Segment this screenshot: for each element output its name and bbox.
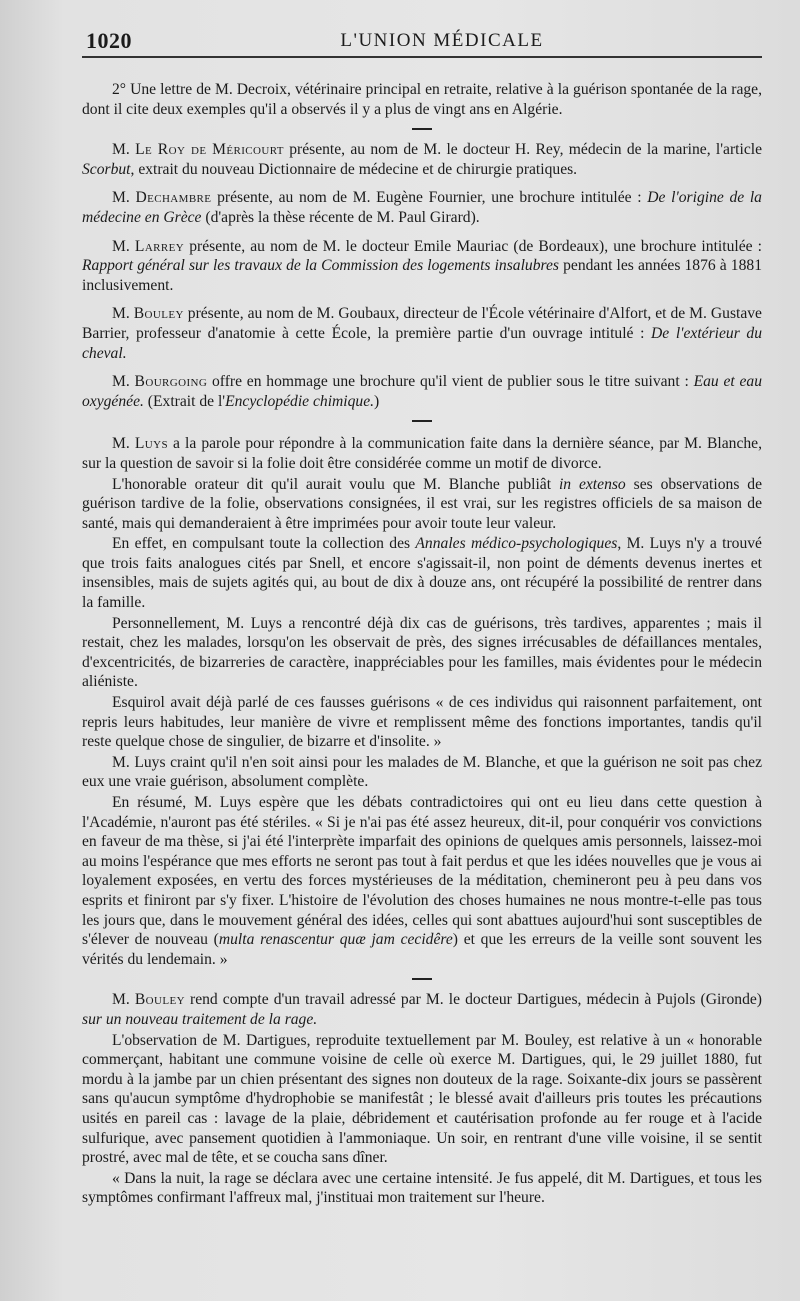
speaker-name: Bouley	[134, 991, 185, 1009]
text-run: rend compte d'un travail adressé par M. le docteur Dartigues, médecin à Pujols (Gironde)	[184, 991, 762, 1009]
text-run: L'honorable orateur dit qu'il aurait voulu que M. Blanche publiât	[112, 475, 559, 493]
paragraph	[82, 372, 762, 411]
text-run: pendant les années 1876 à 1881 inclusivement.	[82, 257, 762, 294]
paragraph	[82, 434, 762, 473]
paragraph	[82, 990, 762, 1029]
text-run: M.	[112, 141, 136, 159]
italic-title: Encyclopédie chimique.	[225, 392, 375, 410]
italic-title: Annales médico-psychologiques	[415, 535, 618, 553]
italic-title: multa renascentur quæ jam cecidêre	[218, 931, 453, 949]
paragraph	[82, 237, 762, 296]
italic-title: Rapport général sur les travaux de la Commission des logements insalubres	[82, 257, 559, 275]
text-run: ses observations de guérison tardive de la folie, observations consignées, il est vrai, sur les registres officiels de sa maison de santé, mais qui demanderaient à être imprimées pour avoir toute leur valeur.	[82, 475, 762, 532]
speaker-name: Luys	[134, 435, 168, 453]
italic-title: sur un nouveau traitement de la rage.	[82, 1010, 318, 1028]
paragraph	[82, 753, 762, 792]
section-separator	[412, 420, 432, 422]
text-run: présente, au nom de M. le docteur Emile Mauriac (de Bordeaux), une brochure intitulée :	[184, 237, 762, 255]
italic-title: Eau et eau oxygénée.	[82, 373, 762, 410]
paragraph	[82, 80, 762, 119]
italic-title: in extenso	[558, 475, 626, 493]
text-run: En résumé, M. Luys espère que les débats contradictoires qui ont eu lieu dans cette question à l'Académie, n'auront pas été stériles. « Si je n'ai pas été assez heureux, dit-il, pour conquérir vos convictions en faveur de ma thèse, si j'ai été l'interprète imparfait des opinions de quelques amis personnels, laissez-moi au moins l'espérance que mes efforts ne seront pas tout à fait perdus et que les idées nouvelles que je vous ai loyalement exposées, en vertu des forces mystérieuses de la méditation, chemineront peu à peu dans vos esprits et finiront par s'y fixer. L'histoire de l'évolution des choses humaines ne nous montre-t-elle pas tous les jours que, dans le mouvement général des idées, celles qui sont abattues aujourd'hui sont susceptibles de s'élever de nouveau (	[82, 794, 762, 949]
text-run: M.	[112, 305, 134, 323]
speaker-name: Le Roy de Méricourt	[135, 141, 284, 159]
paragraph	[82, 1169, 762, 1208]
text-run: , extrait du nouveau Dictionnaire de médecine et de chirurgie pratiques.	[130, 160, 578, 178]
section-separator	[412, 128, 432, 130]
text-run: )	[374, 392, 380, 410]
paragraph	[82, 793, 762, 969]
text-run: M. Luys craint qu'il n'en soit ainsi pour les malades de M. Blanche, et que la guérison ne soit pas chez eux une vraie guérison, absolument complète.	[82, 753, 762, 791]
text-run: « Dans la nuit, la rage se déclara avec une certaine intensité. Je fus appelé, dit M. Dartigues, et tous les symptômes confirmant l'affreux mal, j'instituai mon traitement sur l'heure.	[82, 1169, 762, 1207]
text-run: a la parole pour répondre à la communication faite dans la dernière séance, par M. Blanche, sur la question de savoir si la folie doit être considérée comme un motif de divorce.	[82, 435, 762, 472]
speaker-name: Bouley	[133, 305, 184, 323]
text-run: 2° Une lettre de M. Decroix, vétérinaire principal en retraite, relative à la guérison spontanée de la rage, dont il cite deux exemples qu'il a observés il y a plus de vingt ans en Algérie.	[82, 81, 762, 118]
article-body	[82, 80, 762, 1208]
text-run: L'observation de M. Dartigues, reproduite textuellement par M. Bouley, est relative à un « honorable commerçant, habitant une commune voisine de celle où exerce M. Dartigues, qui, le 29 juillet 1880, fut mordu à la jambe par un chien présentant des signes non douteux de la rage. Soixante-dix jours se passèrent sans qu'aucun symptôme d'hydrophobie se manifestât ; le blessé avait d'ailleurs pris toutes les précautions usités en pareil cas : lavage de la plaie, débridement et cautérisation profonde au fer rouge et à l'acide sulfurique, avec pansement quotidien à l'ammoniaque. Un soir, en rentrant d'une ville voisine, il se sentit prostré, avec mal de tête, et se coucha sans dîner.	[82, 1031, 762, 1167]
text-run: M.	[112, 373, 135, 391]
text-run: (Extrait de l'	[143, 392, 226, 410]
text-run: En effet, en compulsant toute la collection des	[112, 535, 416, 553]
paragraph	[82, 140, 762, 179]
text-run: ) et que les erreurs de la veille sont souvent les vérités du lendemain. »	[82, 931, 762, 968]
paragraph	[82, 693, 762, 752]
text-run: M.	[112, 435, 135, 453]
text-run: offre en hommage une brochure qu'il vient de publier sous le titre suivant :	[207, 373, 694, 391]
text-run: M.	[112, 237, 135, 255]
text-run: (d'après la thèse récente de M. Paul Girard).	[201, 208, 480, 226]
text-run: Personnellement, M. Luys a rencontré déjà dix cas de guérisons, très tardives, apparentes ; mais il restait, chez les malades, lorsqu'on les observait de près, des signes irrécusables de défaillances mentales, d'excentricités, de bizarreries de caractère, inappréciables pour les familles, mais évidentes pour le médecin aliéniste.	[82, 614, 762, 691]
italic-title: Scorbut	[82, 160, 131, 178]
paragraph	[82, 188, 762, 227]
section-separator	[412, 978, 432, 980]
text-run: , M. Luys n'y a trouvé que trois faits analogues cités par Snell, et encore s'agissait-il, non point de déments devenus inertes et insensibles, mais de sujets agités qui, au bout de dix à douze ans, ont récupéré la possibilité de rentrer dans la famille.	[82, 535, 762, 612]
page-header	[82, 22, 762, 58]
text-run: M.	[112, 991, 135, 1009]
italic-title: De l'extérieur du cheval.	[82, 324, 762, 362]
paragraph	[82, 534, 762, 612]
paragraph	[82, 1031, 762, 1168]
paragraph	[82, 614, 762, 692]
text-run: présente, au nom de M. Eugène Fournier, une brochure intitulée :	[211, 189, 648, 207]
text-run: présente, au nom de M. le docteur H. Rey, médecin de la marine, l'article	[283, 141, 763, 159]
paragraph	[82, 304, 762, 363]
text-run: présente, au nom de M. Goubaux, directeur de l'École vétérinaire d'Alfort, et de M. Gustave Barrier, professeur d'anatomie à cette École, la première partie d'un ouvrage intitulé :	[82, 305, 762, 342]
text-run: M.	[112, 189, 136, 207]
text-run: Esquirol avait déjà parlé de ces fausses guérisons « de ces individus qui raisonnent parfaitement, ont repris leurs habitudes, leur manière de vivre et remplissent même des fonctions importantes, tandis qu'il reste quelque chose de singulier, de bizarre et d'insolite. »	[82, 694, 762, 751]
speaker-name: Dechambre	[135, 189, 212, 207]
paragraph	[82, 475, 762, 534]
page-number: 1020	[86, 28, 132, 53]
speaker-name: Bourgoing	[134, 373, 208, 391]
speaker-name: Larrey	[134, 237, 185, 255]
running-title: L'UNION MÉDICALE	[340, 30, 544, 51]
italic-title: De l'origine de la médecine en Grèce	[82, 189, 762, 226]
